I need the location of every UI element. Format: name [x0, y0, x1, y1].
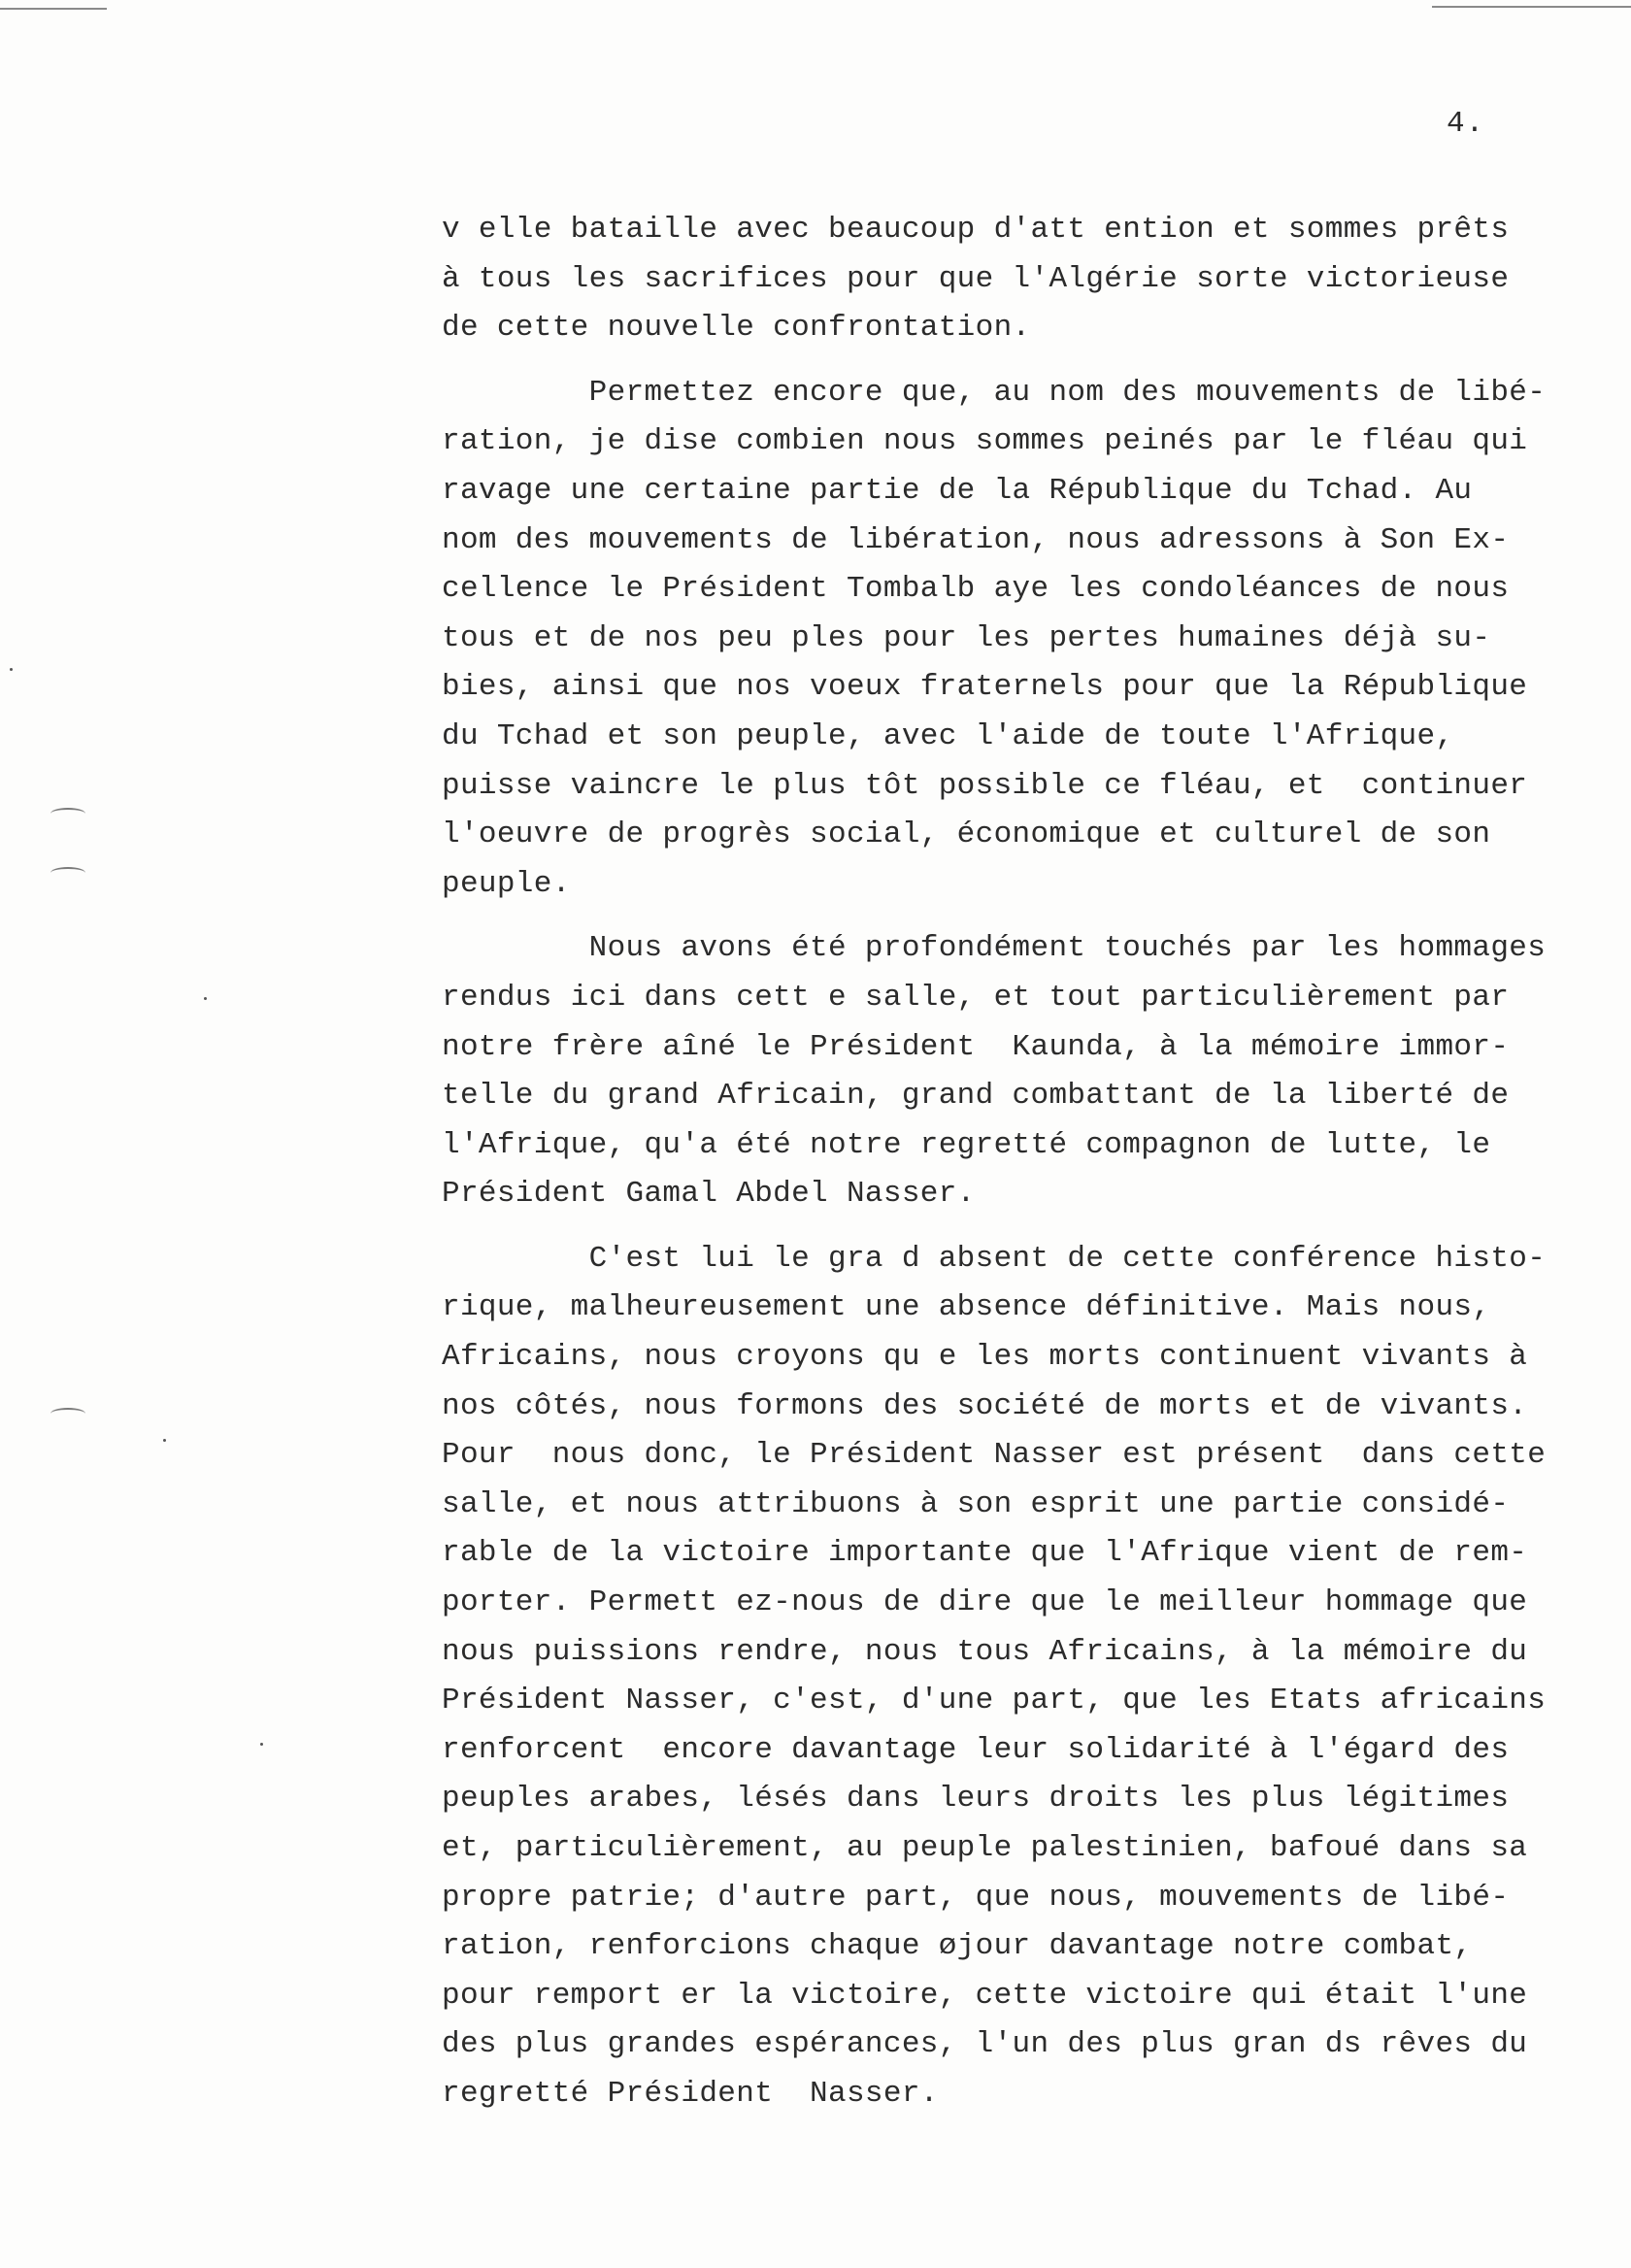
margin-speck [163, 1439, 166, 1442]
text-line: puisse vaincre le plus tôt possible ce fléau, et continuer [442, 768, 1528, 803]
margin-mark [50, 867, 85, 879]
margin-speck [260, 1743, 263, 1746]
paragraph-gap [442, 909, 1607, 924]
text-line: telle du grand Africain, grand combattant de la liberté de [442, 1079, 1510, 1114]
text-line: l'oeuvre de progrès social, économique et culturel de son [442, 817, 1491, 852]
text-line: à tous les sacrifices pour que l'Algérie sorte victorieuse [442, 261, 1510, 296]
margin-mark [50, 808, 85, 819]
text-line: de cette nouvelle confrontation. [442, 311, 1031, 346]
margin-mark [50, 1408, 85, 1419]
paragraph-1 [442, 206, 1607, 353]
text-line: rique, malheureusement une absence définitive. Mais nous, [442, 1290, 1491, 1325]
page-number: 4. [1447, 107, 1485, 141]
text-line: rendus ici dans cett e salle, et tout particulièrement par [442, 980, 1510, 1015]
text-line: propre patrie; d'autre part, que nous, mouvements de libé- [442, 1880, 1510, 1915]
text-line: rable de la victoire importante que l'Afrique vient de rem- [442, 1536, 1528, 1571]
text-line: ration, je dise combien nous sommes peinés par le fléau qui [442, 424, 1528, 459]
text-line: v elle bataille avec beaucoup d'att ention et sommes prêts [442, 213, 1510, 247]
text-line: regretté Président Nasser. [442, 2076, 939, 2111]
text-line: porter. Permett ez-nous de dire que le meilleur hommage que [442, 1585, 1528, 1620]
text-line: Nous avons été profondément touchés par les hommages [442, 931, 1547, 966]
text-line: Permettez encore que, au nom des mouvements de libé- [442, 375, 1547, 410]
text-line: l'Afrique, qu'a été notre regretté compagnon de lutte, le [442, 1127, 1491, 1162]
text-line: peuples arabes, lésés dans leurs droits les plus légitimes [442, 1782, 1510, 1817]
paragraph-4 [442, 1235, 1607, 2119]
margin-speck [10, 668, 13, 671]
text-line: et, particulièrement, au peuple palestinien, bafoué dans sa [442, 1831, 1528, 1865]
paragraph-gap [442, 1219, 1607, 1235]
text-line: cellence le Président Tombalb aye les condoléances de nous [442, 572, 1510, 607]
text-line: salle, et nous attribuons à son esprit une partie considé- [442, 1486, 1510, 1521]
text-line: Président Nasser, c'est, d'une part, que les Etats africains [442, 1684, 1547, 1718]
text-line: ravage une certaine partie de la République du Tchad. Au [442, 473, 1473, 508]
text-line: ration, renforcions chaque øjour davantage notre combat, [442, 1929, 1473, 1964]
text-line: renforcent encore davantage leur solidarité à l'égard des [442, 1732, 1510, 1767]
text-line: C'est lui le gra d absent de cette conférence histo- [442, 1241, 1547, 1276]
text-line: notre frère aîné le Président Kaunda, à la mémoire immor- [442, 1029, 1510, 1064]
text-line: nos côtés, nous formons des société de morts et de vivants. [442, 1388, 1528, 1423]
text-line: peuple. [442, 866, 571, 901]
text-line: tous et de nos peu ples pour les pertes humaines déjà su- [442, 620, 1491, 655]
top-edge-rule-left [0, 8, 107, 10]
body-text [442, 206, 1607, 2119]
text-line: du Tchad et son peuple, avec l'aide de toute l'Afrique, [442, 718, 1454, 753]
text-line: bies, ainsi que nos voeux fraternels pour que la République [442, 670, 1528, 705]
text-line: Pour nous donc, le Président Nasser est présent dans cette [442, 1438, 1547, 1473]
text-line: nom des mouvements de libération, nous adressons à Son Ex- [442, 522, 1510, 557]
text-line: pour remport er la victoire, cette victoire qui était l'une [442, 1978, 1528, 2013]
text-line: des plus grandes espérances, l'un des plus gran ds rêves du [442, 2027, 1528, 2062]
text-line: Président Gamal Abdel Nasser. [442, 1177, 976, 1212]
paragraph-3 [442, 924, 1607, 1219]
text-line: nous puissions rendre, nous tous Africains, à la mémoire du [442, 1634, 1528, 1669]
text-line: Africains, nous croyons qu e les morts continuent vivants à [442, 1340, 1528, 1375]
paragraph-2 [442, 369, 1607, 910]
margin-speck [204, 997, 207, 1000]
top-edge-rule-right [1432, 6, 1631, 8]
paragraph-gap [442, 353, 1607, 369]
